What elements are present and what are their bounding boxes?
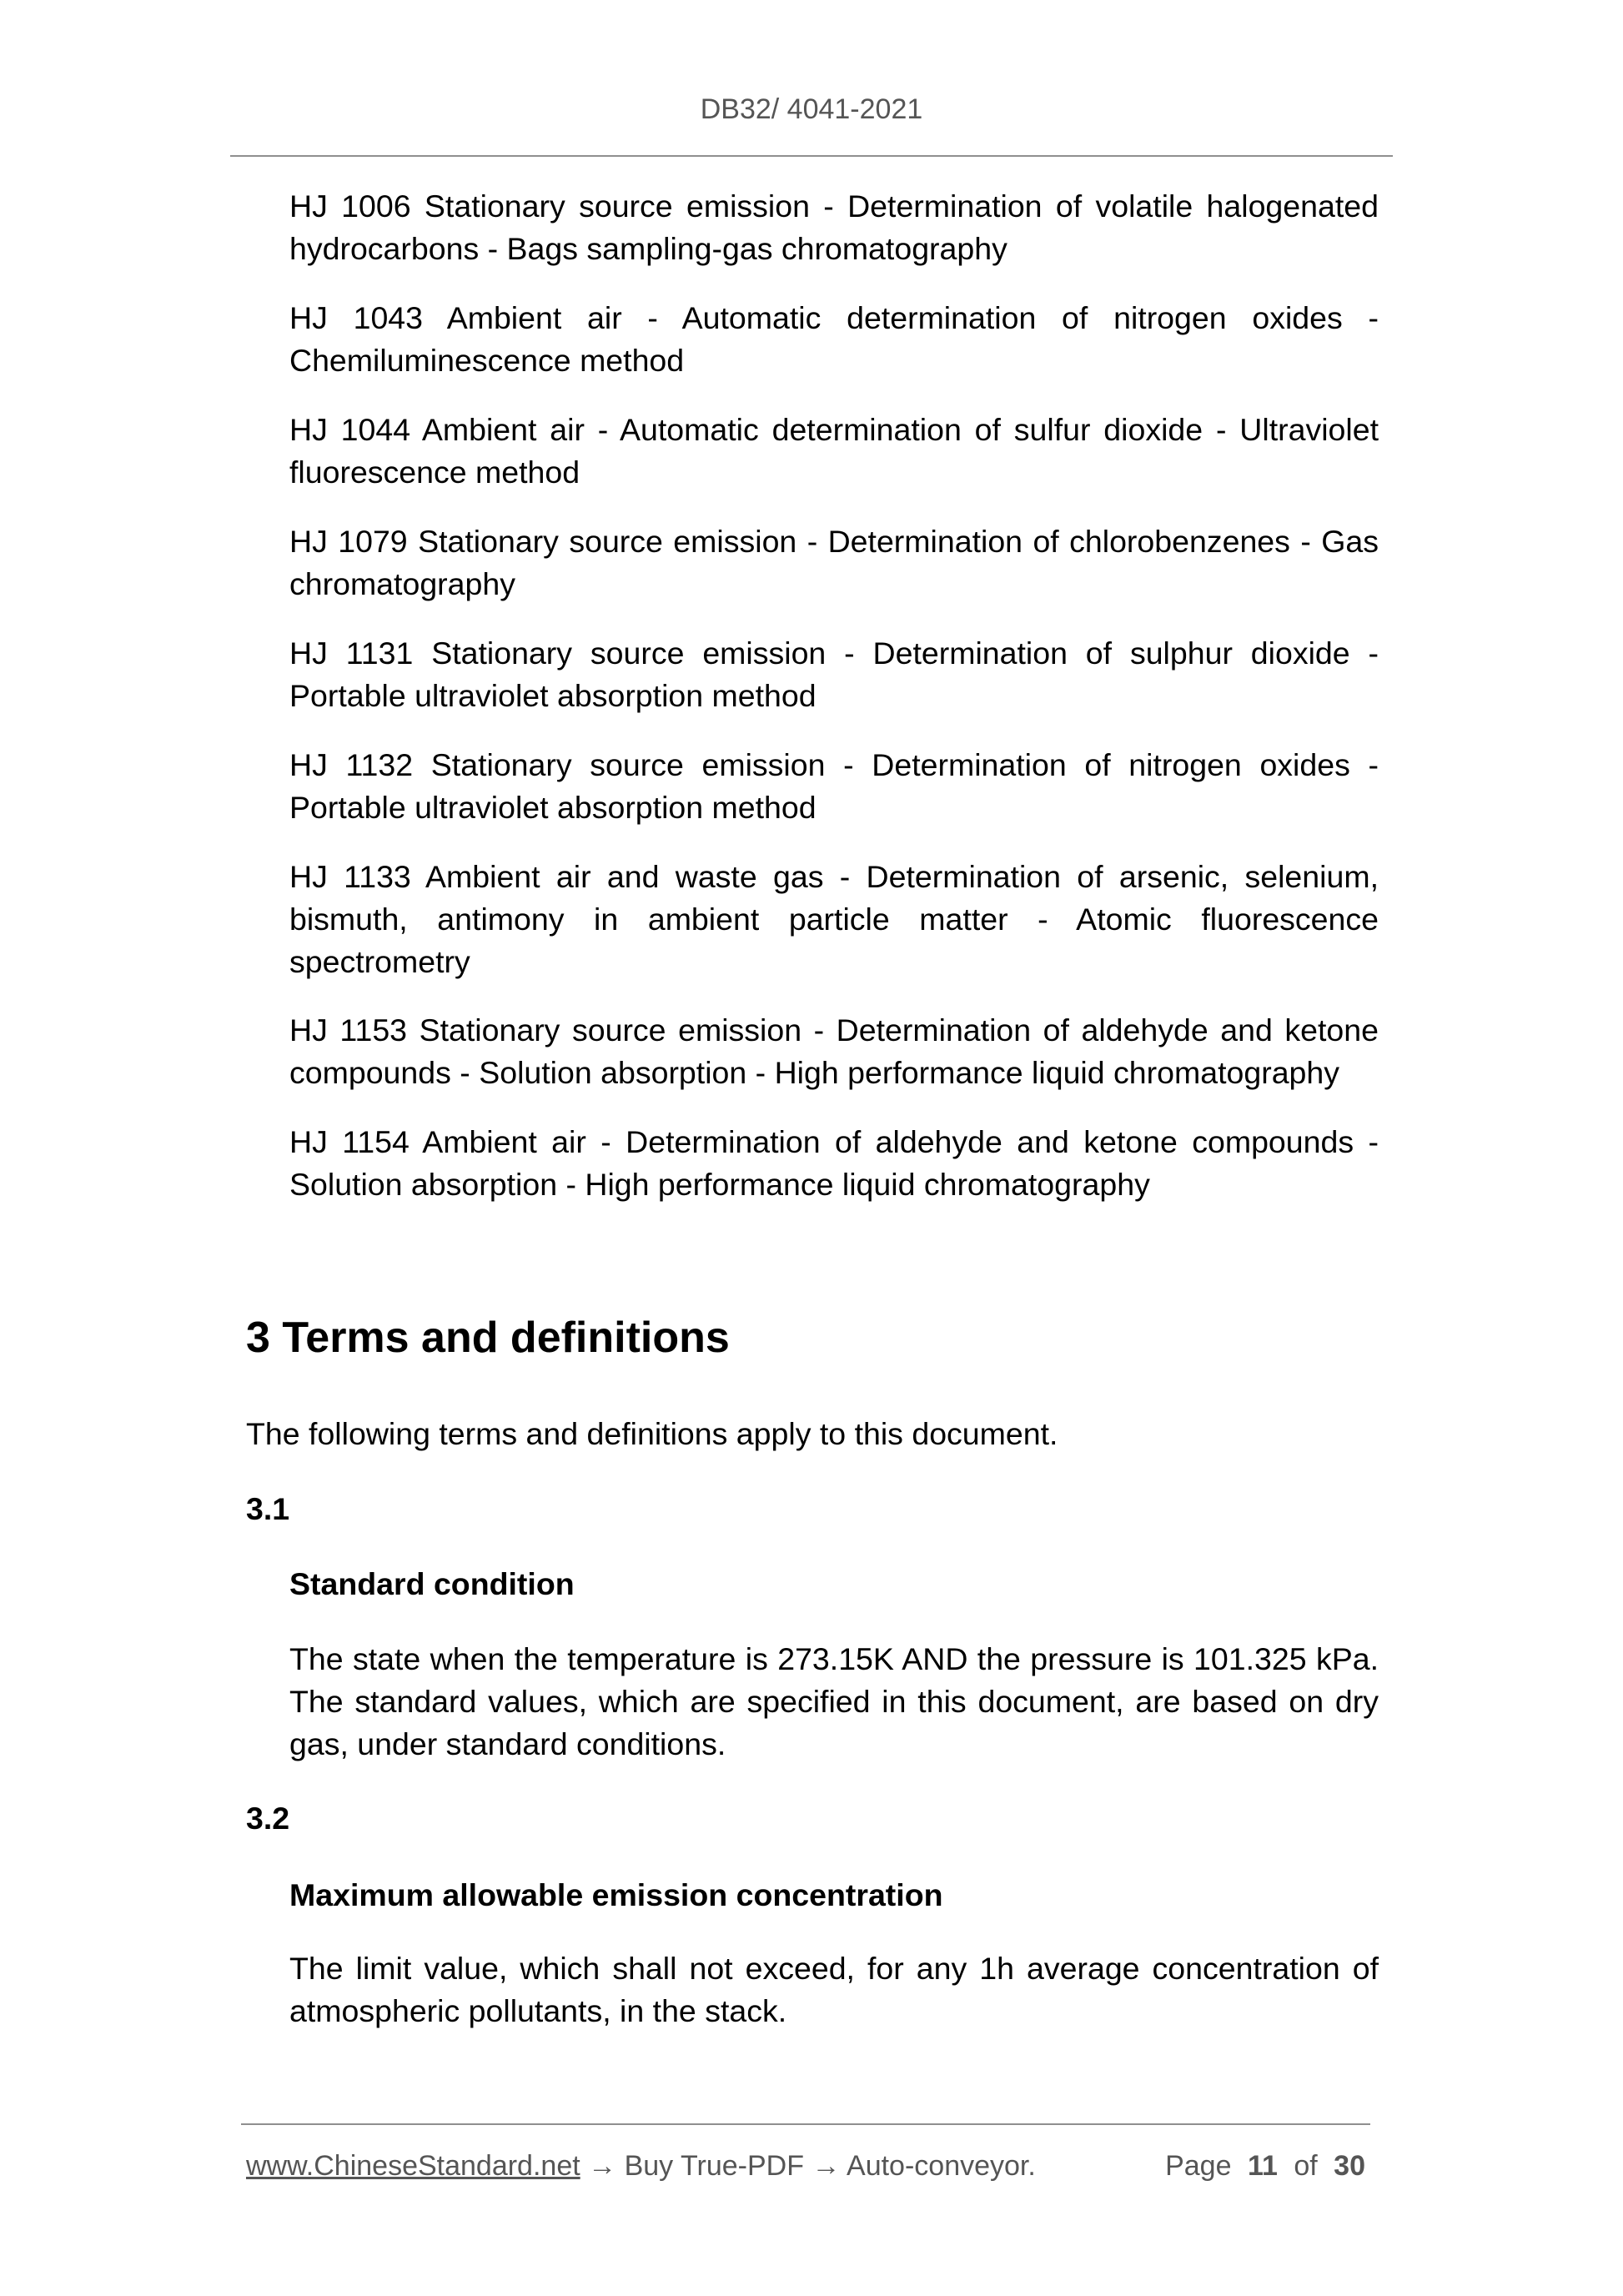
- page-current: 11: [1247, 2150, 1278, 2182]
- reference-item: HJ 1079 Stationary source emission - Determination of chlorobenzenes - Gas chromatography: [289, 524, 1379, 601]
- section-intro: The following terms and definitions apply to this document.: [246, 1416, 1058, 1451]
- term-definition: The limit value, which shall not exceed, for any 1h average concentration of atmospheric pollutants, in the stack.: [289, 1951, 1379, 2028]
- reference-item: HJ 1043 Ambient air - Automatic determination of nitrogen oxides - Chemiluminescence method: [289, 300, 1379, 378]
- reference-item: HJ 1131 Stationary source emission - Determination of sulphur dioxide - Portable ultraviolet absorption method: [289, 636, 1379, 713]
- reference-item: HJ 1133 Ambient air and waste gas - Determination of arsenic, selenium, bismuth, antimony in ambient particle matter - Atomic fluorescence spectrometry: [289, 859, 1379, 979]
- footer-step-conveyor: Auto-conveyor.: [847, 2150, 1036, 2182]
- header-divider: [230, 155, 1393, 157]
- reference-item: HJ 1154 Ambient air - Determination of aldehyde and ketone compounds - Solution absorption - High performance liquid chromatography: [289, 1124, 1379, 1202]
- page-indicator: [1165, 2148, 1365, 2184]
- reference-item: HJ 1132 Stationary source emission - Determination of nitrogen oxides - Portable ultraviolet absorption method: [289, 747, 1379, 825]
- reference-item: HJ 1153 Stationary source emission - Determination of aldehyde and ketone compounds - Solution absorption - High performance liquid chromatography: [289, 1012, 1379, 1090]
- arrow-right-icon: →: [812, 2150, 841, 2182]
- section-heading: 3 Terms and definitions: [246, 1314, 730, 1362]
- arrow-right-icon: →: [588, 2150, 617, 2182]
- page-footer: [246, 2148, 1365, 2184]
- footer-divider: [241, 2123, 1370, 2125]
- term-number: 3.1: [246, 1491, 290, 1526]
- term-title: Maximum allowable emission concentration: [289, 1877, 943, 1912]
- page-total: 30: [1334, 2150, 1365, 2182]
- term-number: 3.2: [246, 1801, 290, 1836]
- reference-item: HJ 1006 Stationary source emission - Determination of volatile halogenated hydrocarbons - Bags sampling-gas chromatography: [289, 188, 1379, 266]
- reference-item: HJ 1044 Ambient air - Automatic determination of sulfur dioxide - Ultraviolet fluorescence method: [289, 412, 1379, 490]
- page-of: of: [1294, 2150, 1318, 2182]
- term-definition: The state when the temperature is 273.15K AND the pressure is 101.325 kPa. The standard values, which are specified in this document, are based on dry gas, under standard conditions.: [289, 1641, 1379, 1761]
- footer-step-buy: Buy True-PDF: [624, 2150, 804, 2182]
- document-code-header: DB32/ 4041-2021: [700, 93, 923, 125]
- chinesestandard-link[interactable]: www.ChineseStandard.net: [246, 2150, 580, 2182]
- term-title: Standard condition: [289, 1566, 575, 1601]
- page-label: Page: [1165, 2150, 1232, 2182]
